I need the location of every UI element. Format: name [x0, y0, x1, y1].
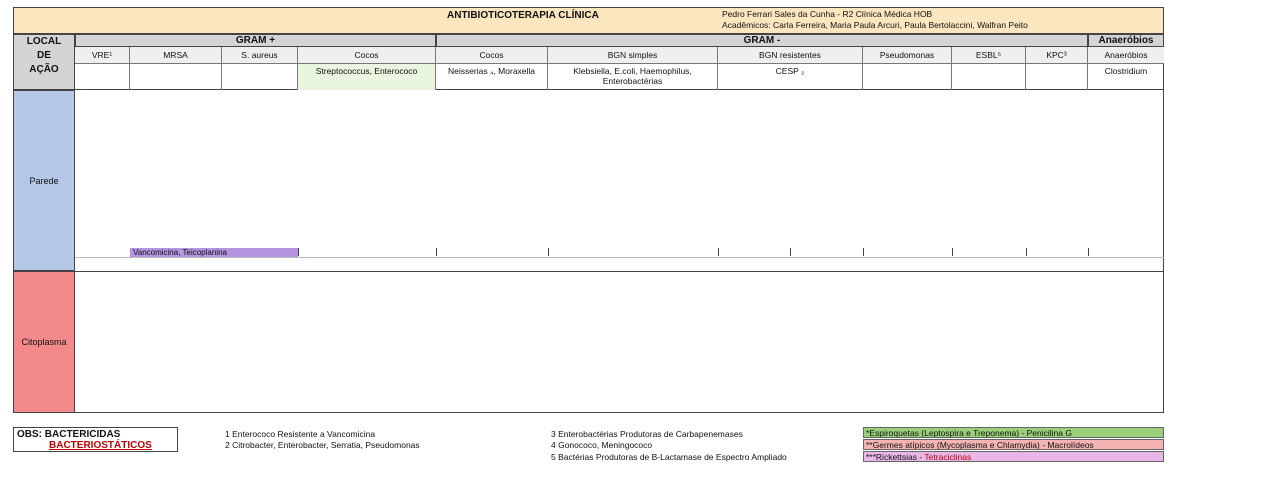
col-anaerobios: Anaeróbios	[1104, 50, 1148, 60]
anaerobios-header: Anaeróbios	[1088, 34, 1164, 47]
example-s-aureus	[222, 64, 298, 90]
example-kpc	[1026, 64, 1088, 90]
tick-mark	[298, 248, 299, 256]
site-citoplasma-label: Citoplasma	[21, 337, 67, 347]
example-vre	[75, 64, 130, 90]
example-cocos-neg: Neisserias ₄, Moraxella	[436, 64, 548, 90]
legend-rickettsias-label: ***Rickettsias -	[866, 452, 925, 462]
example-pseudomonas	[863, 64, 952, 90]
legend-atipicos: **Germes atípicos (Mycoplasma e Chlamydia) - Macrolídeos	[863, 439, 1164, 450]
col-kpc: KPC³	[1026, 47, 1088, 64]
legend-tetraciclinas: Tetraciclinas	[924, 452, 972, 462]
tick-mark	[1026, 248, 1027, 256]
gram-positive-header: GRAM +	[75, 34, 436, 47]
tick-mark	[790, 248, 791, 256]
row-divider	[75, 271, 1164, 272]
tick-mark	[436, 248, 437, 256]
local-header	[13, 34, 75, 90]
example-bgn-simples: Klebsiella, E.coli, Haemophilus, Enterobactérias	[548, 64, 718, 90]
site-parede-label: Parede	[29, 175, 59, 186]
col-vre: VRE¹	[75, 47, 130, 64]
example-esbl	[952, 64, 1026, 90]
row-divider	[75, 257, 1164, 258]
footnote-3: 3 Enterobactérias Produtoras de Carbapenemases	[551, 429, 743, 439]
tick-mark	[548, 248, 549, 256]
col-s-aureus: S. aureus	[222, 47, 298, 64]
legend-espiroquetas: *Espiroquetas (Leptospira e Treponema) - Penicilina G	[863, 427, 1164, 438]
example-cocos-pos: Streptococcus, Enterococo	[298, 64, 436, 90]
col-esbl: ESBL⁵	[952, 47, 1026, 64]
obs-box	[13, 427, 178, 452]
col-mrsa: MRSA	[130, 47, 222, 64]
col-cocos-pos: Cocos	[298, 47, 436, 64]
footnote-1: 1 Enterococo Resistente a Vancomicina	[225, 429, 376, 439]
site-citoplasma	[13, 271, 75, 413]
tick-mark	[718, 248, 719, 256]
footnote-5: 5 Bactérias Produtoras de B-Lactamase de Espectro Ampliado	[551, 452, 787, 462]
gram-negative-header: GRAM -	[436, 34, 1088, 47]
tick-mark	[1088, 248, 1089, 256]
col-bgn-simples: BGN simples	[548, 47, 718, 64]
footnote-4: 4 Gonococo, Meningococo	[551, 440, 653, 450]
col-pseudomonas: Pseudomonas	[863, 47, 952, 64]
obs-bacteriostaticos: BACTERIOSTÁTICOS	[49, 440, 152, 451]
example-anaerobios: Clostridium	[1104, 66, 1148, 76]
tick-mark	[952, 248, 953, 256]
footnote-2: 2 Citrobacter, Enterobacter, Serratia, Pseudomonas	[225, 440, 420, 450]
example-bgn-resistentes: CESP ₂	[718, 64, 863, 90]
tick-mark	[863, 248, 864, 256]
column-name-row	[75, 47, 1164, 64]
drug-vancomicina-teicoplanina: Vancomicina, Teicoplanina	[130, 248, 298, 257]
legend-rickettsias	[863, 451, 1164, 462]
col-bgn-resistentes: BGN resistentes	[718, 47, 863, 64]
col-cocos-neg: Cocos	[436, 47, 548, 64]
page-title: ANTIBIOTICOTERAPIA CLÍNICA	[447, 10, 599, 21]
students-line: Acadêmicos: Carla Ferreira, Maria Paula Arcuri, Paula Bertolaccini, Walfran Peito	[722, 20, 1028, 30]
example-mrsa	[130, 64, 222, 90]
obs-bactericidas: OBS: BACTERICIDAS	[17, 429, 121, 440]
local-label: LOCAL DE AÇÃO	[26, 36, 62, 75]
column-example-row	[75, 64, 1164, 90]
author-line: Pedro Ferrari Sales da Cunha - R2 Clínica Médica HOB	[722, 9, 933, 19]
site-parede	[13, 90, 75, 271]
